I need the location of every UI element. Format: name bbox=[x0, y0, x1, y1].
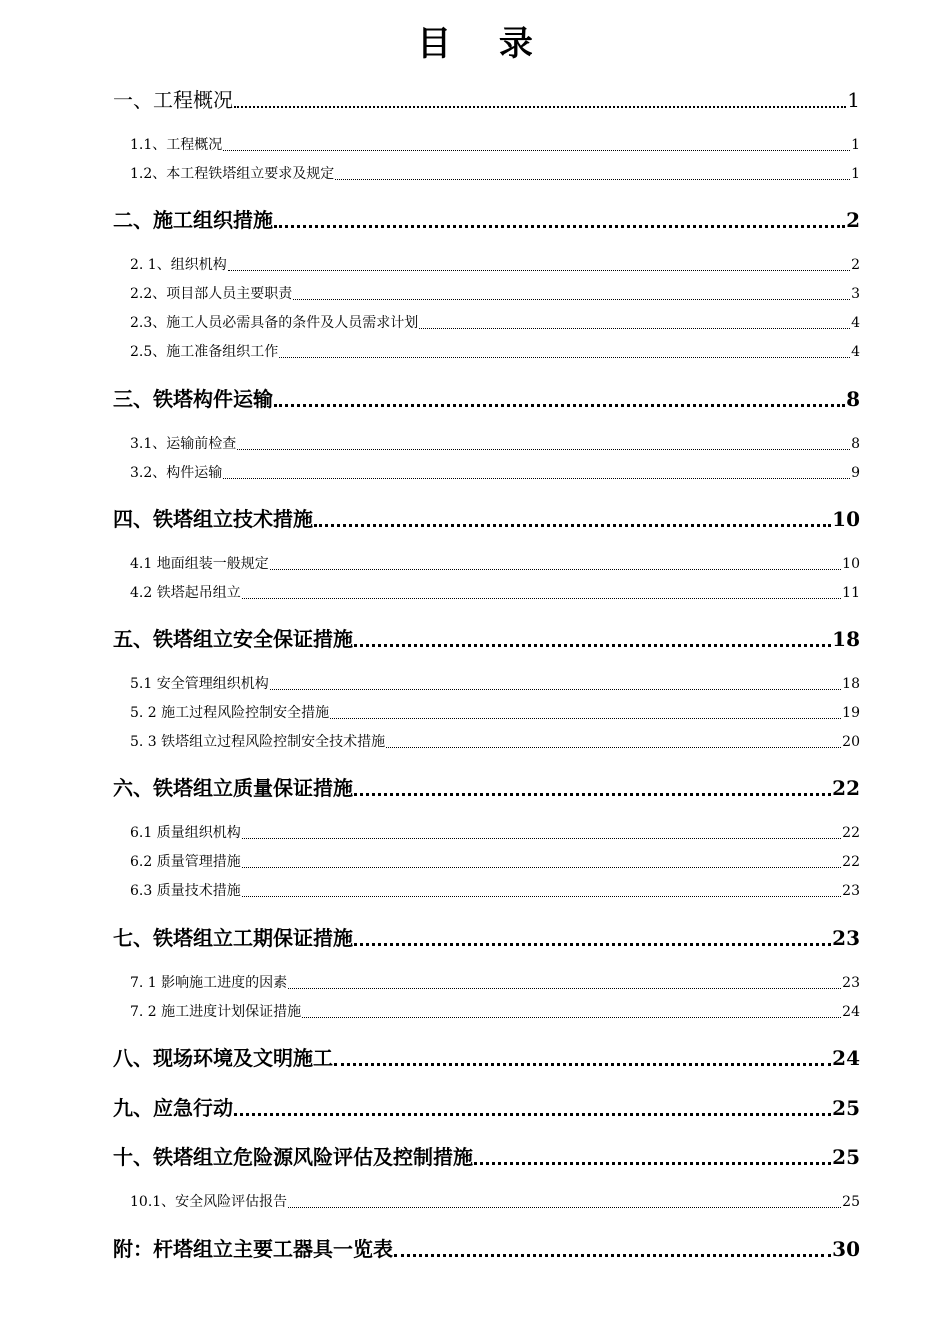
toc-page-number: 23 bbox=[842, 883, 860, 899]
toc-dot-leader bbox=[314, 505, 831, 533]
toc-entry-2-2[interactable] bbox=[130, 284, 860, 304]
toc-entry-5-3[interactable] bbox=[130, 732, 860, 752]
toc-dot-leader bbox=[279, 342, 850, 362]
toc-entry-text: 5.1 安全管理组织机构 bbox=[130, 676, 269, 692]
toc-dot-leader bbox=[293, 284, 850, 304]
toc-dot-leader bbox=[354, 625, 831, 653]
toc-entry-text: 十、铁塔组立危险源风险评估及控制措施 bbox=[113, 1145, 473, 1169]
toc-page-number: 23 bbox=[842, 975, 860, 991]
toc-entry-2-5[interactable] bbox=[130, 342, 860, 362]
toc-entry-text: 3.1、运输前检查 bbox=[130, 436, 237, 452]
toc-dot-leader bbox=[334, 1044, 831, 1072]
toc-entry-text: 5. 3 铁塔组立过程风险控制安全技术措施 bbox=[130, 734, 386, 750]
toc-dot-leader bbox=[270, 554, 841, 574]
toc-entry-text: 2.3、施工人员必需具备的条件及人员需求计划 bbox=[130, 315, 419, 331]
toc-entry-text: 二、施工组织措施 bbox=[113, 208, 273, 232]
toc-entry-section-4[interactable] bbox=[113, 505, 860, 533]
toc-page-number: 8 bbox=[851, 436, 860, 452]
toc-title: 目 录 bbox=[417, 24, 551, 64]
toc-dot-leader bbox=[274, 385, 845, 413]
toc-entry-10-1[interactable] bbox=[130, 1192, 860, 1212]
toc-entry-section-2[interactable] bbox=[113, 206, 860, 234]
toc-page-number: 19 bbox=[842, 705, 860, 721]
toc-dot-leader bbox=[386, 732, 841, 752]
toc-page-number: 20 bbox=[842, 734, 860, 750]
toc-dot-leader bbox=[223, 135, 850, 155]
toc-entry-text: 6.1 质量组织机构 bbox=[130, 825, 241, 841]
toc-dot-leader bbox=[474, 1143, 831, 1171]
toc-entry-4-1[interactable] bbox=[130, 554, 860, 574]
toc-dot-leader bbox=[302, 1002, 841, 1022]
toc-entry-text: 七、铁塔组立工期保证措施 bbox=[113, 926, 353, 950]
toc-page-number: 22 bbox=[842, 854, 860, 870]
toc-page-number: 18 bbox=[842, 676, 860, 692]
toc-dot-leader bbox=[270, 674, 841, 694]
toc-dot-leader bbox=[237, 434, 850, 454]
toc-dot-leader bbox=[274, 206, 845, 234]
toc-entry-section-3[interactable] bbox=[113, 385, 860, 413]
toc-entry-text: 四、铁塔组立技术措施 bbox=[113, 507, 313, 531]
toc-entry-text: 7. 2 施工进度计划保证措施 bbox=[130, 1004, 302, 1020]
toc-dot-leader bbox=[354, 774, 831, 802]
toc-page-number: 11 bbox=[842, 585, 860, 601]
toc-entry-text: 7. 1 影响施工进度的因素 bbox=[130, 975, 288, 991]
toc-entry-6-3[interactable] bbox=[130, 881, 860, 901]
toc-entry-2-1[interactable] bbox=[130, 255, 860, 275]
toc-entry-section-8[interactable] bbox=[113, 1044, 860, 1072]
toc-dot-leader bbox=[234, 1094, 831, 1122]
toc-page-number: 10 bbox=[832, 507, 860, 531]
toc-entry-text: 三、铁塔构件运输 bbox=[113, 387, 273, 411]
toc-dot-leader bbox=[242, 852, 841, 872]
toc-page-number: 24 bbox=[832, 1046, 860, 1070]
toc-entry-text: 2.2、项目部人员主要职责 bbox=[130, 286, 293, 302]
toc-entry-text: 4.2 铁塔起吊组立 bbox=[130, 585, 241, 601]
toc-entry-section-10[interactable] bbox=[113, 1143, 860, 1171]
toc-page-number: 1 bbox=[847, 88, 860, 112]
toc-page-number: 25 bbox=[842, 1194, 860, 1210]
toc-entry-text: 2.5、施工准备组织工作 bbox=[130, 344, 279, 360]
toc-dot-leader bbox=[228, 255, 850, 275]
toc-page-number: 4 bbox=[851, 315, 860, 331]
toc-page-number: 3 bbox=[851, 286, 860, 302]
toc-entry-text: 1.1、工程概况 bbox=[130, 137, 223, 153]
toc-page-number: 2 bbox=[851, 257, 860, 273]
toc-entry-section-6[interactable] bbox=[113, 774, 860, 802]
toc-page-number: 22 bbox=[842, 825, 860, 841]
toc-dot-leader bbox=[288, 973, 841, 993]
toc-page-number: 10 bbox=[842, 556, 860, 572]
toc-entry-text: 九、应急行动 bbox=[113, 1096, 233, 1120]
toc-page-number: 8 bbox=[846, 387, 860, 411]
toc-entry-section-5[interactable] bbox=[113, 625, 860, 653]
toc-entry-section-1[interactable] bbox=[113, 86, 860, 114]
toc-dot-leader bbox=[288, 1192, 841, 1212]
toc-page-number: 25 bbox=[832, 1096, 860, 1120]
toc-entry-text: 10.1、安全风险评估报告 bbox=[130, 1194, 288, 1210]
toc-page-number: 30 bbox=[832, 1237, 860, 1261]
toc-dot-leader bbox=[394, 1235, 831, 1263]
toc-entry-text: 一、工程概况 bbox=[113, 88, 233, 112]
toc-entry-7-1[interactable] bbox=[130, 973, 860, 993]
toc-entry-text: 六、铁塔组立质量保证措施 bbox=[113, 776, 353, 800]
toc-entry-3-1[interactable] bbox=[130, 434, 860, 454]
toc-dot-leader bbox=[330, 703, 841, 723]
toc-page-number: 24 bbox=[842, 1004, 860, 1020]
toc-page-number: 22 bbox=[832, 776, 860, 800]
toc-entry-6-1[interactable] bbox=[130, 823, 860, 843]
toc-dot-leader bbox=[419, 313, 850, 333]
toc-dot-leader bbox=[354, 924, 831, 952]
toc-page-number: 23 bbox=[832, 926, 860, 950]
toc-entry-5-1[interactable] bbox=[130, 674, 860, 694]
toc-entry-2-3[interactable] bbox=[130, 313, 860, 333]
toc-entry-text: 附：杆塔组立主要工器具一览表 bbox=[113, 1237, 393, 1261]
toc-entry-text: 5. 2 施工过程风险控制安全措施 bbox=[130, 705, 330, 721]
toc-page-number: 25 bbox=[832, 1145, 860, 1169]
toc-entry-text: 五、铁塔组立安全保证措施 bbox=[113, 627, 353, 651]
toc-page-number: 4 bbox=[851, 344, 860, 360]
toc-entry-section-7[interactable] bbox=[113, 924, 860, 952]
toc-dot-leader bbox=[335, 164, 850, 184]
toc-entry-text: 八、现场环境及文明施工 bbox=[113, 1046, 333, 1070]
toc-dot-leader bbox=[223, 463, 850, 483]
toc-page-number: 1 bbox=[851, 137, 860, 153]
toc-entry-text: 4.1 地面组装一般规定 bbox=[130, 556, 269, 572]
toc-entry-1-1[interactable] bbox=[130, 135, 860, 155]
toc-entry-4-2[interactable] bbox=[130, 583, 860, 603]
toc-entry-appendix[interactable] bbox=[113, 1235, 860, 1263]
toc-entry-text: 2. 1、组织机构 bbox=[130, 257, 227, 273]
toc-entry-5-2[interactable] bbox=[130, 703, 860, 723]
toc-dot-leader bbox=[242, 881, 841, 901]
toc-entry-text: 6.3 质量技术措施 bbox=[130, 883, 241, 899]
toc-entry-3-2[interactable] bbox=[130, 463, 860, 483]
toc-entry-7-2[interactable] bbox=[130, 1002, 860, 1022]
toc-page-number: 2 bbox=[846, 208, 860, 232]
toc-entry-text: 3.2、构件运输 bbox=[130, 465, 223, 481]
toc-page-number: 18 bbox=[832, 627, 860, 651]
toc-entry-text: 1.2、本工程铁塔组立要求及规定 bbox=[130, 166, 335, 182]
toc-dot-leader bbox=[242, 583, 841, 603]
toc-page-number: 1 bbox=[851, 166, 860, 182]
toc-page-number: 9 bbox=[851, 465, 860, 481]
toc-dot-leader bbox=[242, 823, 841, 843]
toc-entry-6-2[interactable] bbox=[130, 852, 860, 872]
toc-entry-1-2[interactable] bbox=[130, 164, 860, 184]
toc-dot-leader bbox=[234, 86, 846, 114]
toc-entry-section-9[interactable] bbox=[113, 1094, 860, 1122]
toc-entry-text: 6.2 质量管理措施 bbox=[130, 854, 241, 870]
